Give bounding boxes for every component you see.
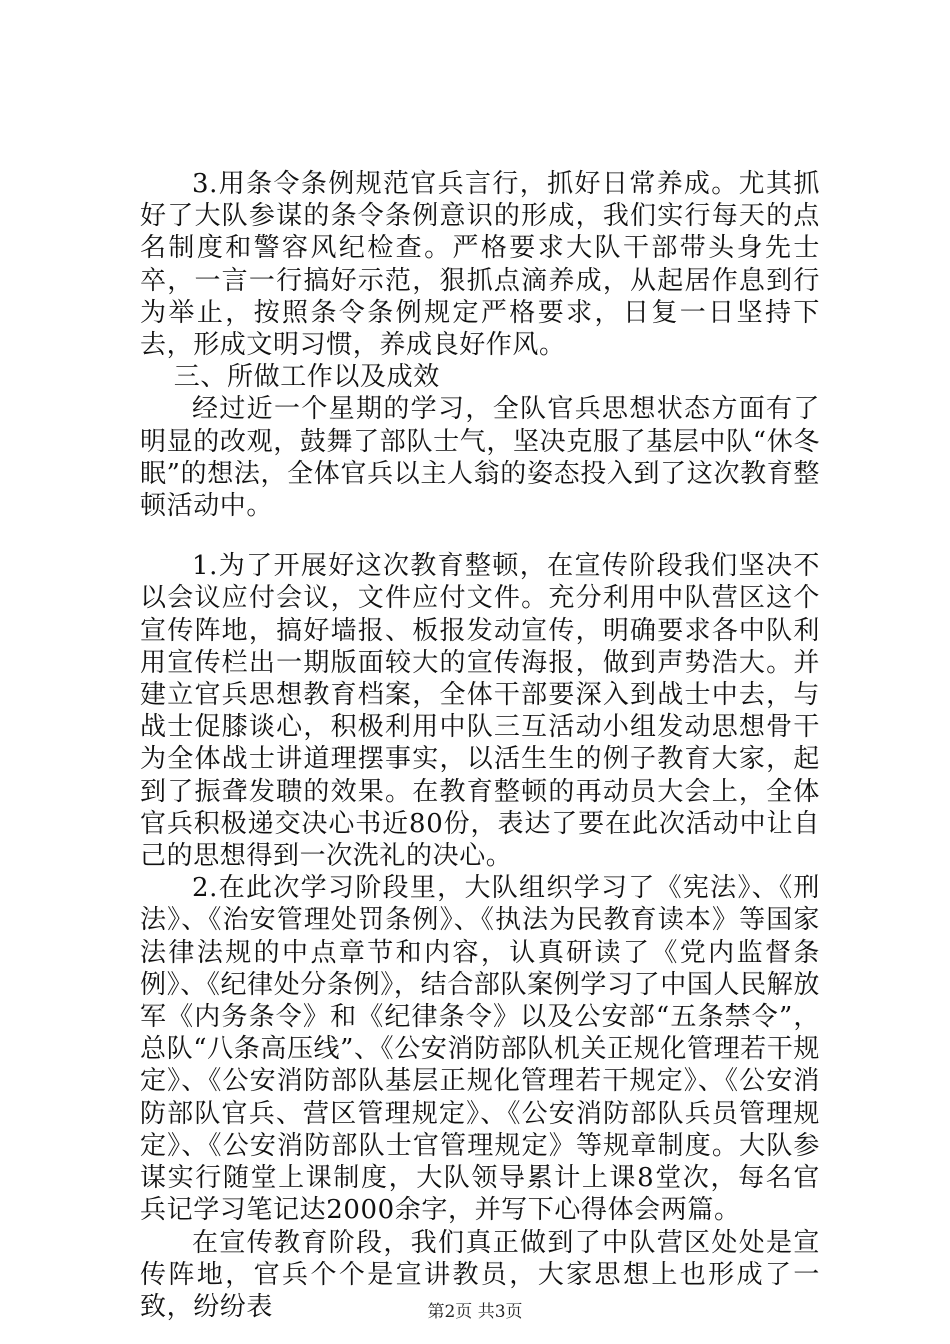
- paragraph-2-study-stage: 2.在此次学习阶段里，大队组织学习了《宪法》、《刑法》、《治安管理处罚条例》、《执法为民教育读本》等国家法律法规的中点章节和内容，认真研读了《党内监督条例》、《纪律处分条例》，结合部队案例学习了中国人民解放军《内务条令》和《纪律条令》以及公安部“五条禁令”，总队“八条高压线”、《公安消防部队机关正规化管理若干规定》、《公安消防部队基层正规化管理若干规定》、《公安消防部队官兵、营区管理规定》、《公安消防部队兵员管理规定》、《公安消防部队士官管理规定》等规章制度。大队参谋实行随堂上课制度，大队领导累计上课8堂次，每名官兵记学习笔记达2000余字，并写下心得体会两篇。: [140, 873, 820, 1226]
- paragraph-education-stage: 在宣传教育阶段，我们真正做到了中队营区处处是宣传阵地，官兵个个是宣讲教员，大家思想上也形成了一致，纷纷表: [140, 1227, 820, 1322]
- paragraph-1-publicity: 1.为了开展好这次教育整顿，在宣传阶段我们坚决不以会议应付会议，文件应付文件。充分利用中队营区这个宣传阵地，搞好墙报、板报发动宣传，明确要求各中队利用宣传栏出一期版面较大的宣传海报，做到声势浩大。并建立官兵思想教育档案，全体干部要深入到战士中去，与战士促膝谈心，积极利用中队三互活动小组发动思想骨干为全体战士讲道理摆事实，以活生生的例子教育大家，起到了振聋发聩的效果。在教育整顿的再动员大会上，全体官兵积极递交决心书近80份，表达了要在此次活动中让自己的思想得到一次洗礼的决心。: [140, 551, 820, 872]
- page-footer: 第2页 共3页: [427, 1302, 523, 1322]
- document-body: [140, 168, 820, 1323]
- paragraph-study-summary: 经过近一个星期的学习，全队官兵思想状态方面有了明显的改观，鼓舞了部队士气，坚决克服了基层中队“休冬眠”的想法，全体官兵以主人翁的姿态投入到了这次教育整顿活动中。: [140, 394, 820, 522]
- section-heading-work-results: 三、所做工作以及成效: [173, 362, 440, 393]
- paragraph-3-regulations: 3.用条令条例规范官兵言行，抓好日常养成。尤其抓好了大队参谋的条令条例意识的形成，我们实行每天的点名制度和警容风纪检查。严格要求大队干部带头身先士卒，一言一行搞好示范，狠抓点滴养成，从起居作息到行为举止，按照条令条例规定严格要求，日复一日坚持下去，形成文明习惯，养成良好作风。: [140, 169, 820, 361]
